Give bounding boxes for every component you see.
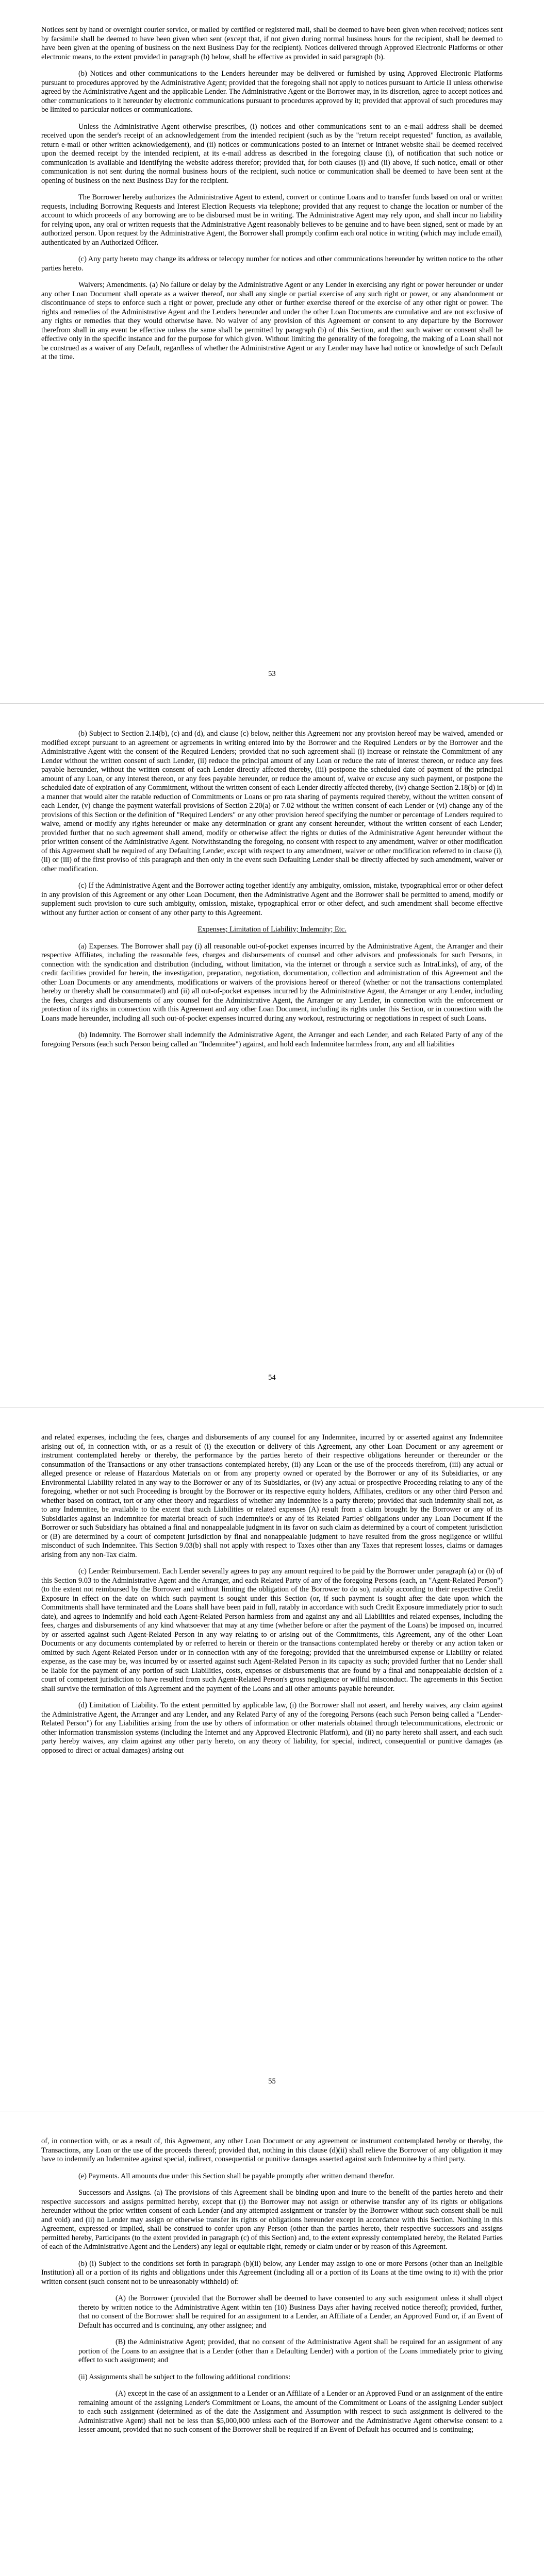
page-body [41, 2137, 503, 2576]
paragraph: (b) Indemnity. The Borrower shall indemnify the Administrative Agent, the Arranger and each Lender, and each Related Party of any of the foregoing Persons (each such Person being called an "Indemnitee") against, and hold each Indemnitee harmless from, any and all liabilities [41, 1031, 503, 1048]
paragraph: (a) Expenses. The Borrower shall pay (i) all reasonable out-of-pocket expenses incurred by the Administrative Agent, the Arranger and their respective Affiliates, including the reasonable fees, charges and disbursements of counsel and other advisors and professionals for such Persons, in connection with the syndication and distribution (including, without limitation, via the internet or through a service such as IntraLinks), of any, of the credit facilities provided for herein, the investigation, preparation, negotiation, documentation, collection and administration of this Agreement and the other Loan Documents or any amendments, modifications or waivers of the provisions hereof or thereof (whether or not the transactions contemplated hereby or thereby shall be consummated) and (ii) all out-of-pocket expenses incurred by the Administrative Agent, the Arranger or any Lender, including the fees, charges and disbursements of any counsel for the Administrative Agent, the Arranger or any Lender, in connection with the enforcement or protection of its rights in connection with this Agreement and any other Loan Document, including its rights under this Section, or in connection with the Loans made hereunder, including all such out-of-pocket expenses incurred during any workout, restructuring or negotiations in respect of such Loans. [41, 942, 503, 1023]
paragraph: Unless the Administrative Agent otherwise prescribes, (i) notices and other communications sent to an e-mail address shall be deemed received upon the sender's receipt of an acknowledgement from the intended recipient (such as by the "return receipt requested" function, as available, return e-mail or other written acknowledgement), and (ii) notices or communications posted to an Internet or intranet website shall be deemed received upon the deemed receipt by the intended recipient, at its e-mail address as described in the foregoing clause (i), of notification that such notice or communication is available and identifying the website address therefor; provided that, for both clauses (i) and (ii) above, if such notice, email or other communication is not sent during the normal business hours of the recipient, such notice or communication shall be deemed to have been sent at the opening of business on the next Business Day for the recipient. [41, 122, 503, 185]
paragraph: Notices sent by hand or overnight courier service, or mailed by certified or registered mail, shall be deemed to have been given when received; notices sent by facsimile shall be deemed to have been given when sent (except that, if not given during normal business hours for the recipient, shall be deemed to have been given at the opening of business on the next Business Day for the recipient). Notices delivered through Approved Electronic Platforms or other electronic means, to the extent provided in paragraph (b) below, shall be effective as provided in said paragraph (b). [41, 26, 503, 61]
paragraph: Successors and Assigns. (a) The provisions of this Agreement shall be binding upon and inure to the benefit of the parties hereto and their respective successors and assigns permitted hereby, except that (i) the Borrower may not assign or otherwise transfer any of its rights or obligations hereunder without the prior written consent of each Lender (and any attempted assignment or transfer by the Borrower without such consent shall be null and void) and (ii) no Lender may assign or otherwise transfer its rights or obligations hereunder except in accordance with this Section. Nothing in this Agreement, expressed or implied, shall be construed to confer upon any Person (other than the parties hereto, their respective successors and assigns permitted hereby, Participants (to the extent provided in paragraph (c) of this Section) and, to the extent expressly contemplated hereby, the Related Parties of each of the Administrative Agent and the Lenders) any legal or equitable right, remedy or claim under or by reason of this Agreement. [41, 2189, 503, 2251]
paragraph: (A) except in the case of an assignment to a Lender or an Affiliate of a Lender or an Approved Fund or an assignment of the entire remaining amount of the assigning Lender's Commitment or Loans, the amount of the Commitment or Loans of the assigning Lender subject to each such assignment (determined as of the date the Assignment and Assumption with respect to such assignment is delivered to the Administrative Agent) shall not be less than $5,000,000 unless each of the Borrower and the Administrative Agent otherwise consent to a lesser amount, provided that no such consent of the Borrower shall be required if an Event of Default has occurred and is continuing; [78, 2389, 503, 2434]
page-number: 53 [268, 670, 276, 678]
paragraph: (e) Payments. All amounts due under this Section shall be payable promptly after written demand therefor. [78, 2172, 394, 2180]
page-body [41, 26, 503, 659]
page [0, 0, 544, 703]
paragraph: Waivers; Amendments. (a) No failure or delay by the Administrative Agent or any Lender in exercising any right or power hereunder or under any other Loan Document shall operate as a waiver thereof, nor shall any single or partial exercise of any such right or power, or any abandonment or discontinuance of steps to enforce such a right or power, preclude any other or further exercise thereof or the exercise of any other right or power. The rights and remedies of the Administrative Agent and the Lenders hereunder and under the other Loan Documents are cumulative and are not exclusive of any rights or remedies that they would otherwise have. No waiver of any provision of this Agreement or consent to any departure by the Borrower therefrom shall in any event be effective unless the same shall be permitted by paragraph (b) of this Section, and then such waiver or consent shall be effective only in the specific instance and for the purpose for which given. Without limiting the generality of the foregoing, the making of a Loan shall not be construed as a waiver of any Default, regardless of whether the Administrative Agent or any Lender may have had notice or knowledge of such Default at the time. [41, 281, 503, 361]
paragraph: (c) Lender Reimbursement. Each Lender severally agrees to pay any amount required to be paid by the Borrower under paragraph (a) or (b) of this Section 9.03 to the Administrative Agent and the Arranger, and each Related Party of any of the foregoing Persons (each, an "Agent-Related Person") (to the extent not reimbursed by the Borrower and without limiting the obligation of the Borrower to do so), ratably according to their respective Credit Exposure in effect on the date on which such payment is sought under this Section (or, if such payment is sought after the date upon which the Commitments shall have terminated and the Loans shall have been paid in full, ratably in accordance with such Credit Exposure immediately prior to such date), and agrees to indemnify and hold each Agent-Related Person harmless from and against any and all Liabilities and related expenses, including the fees, charges and disbursements of any kind whatsoever that may at any time (whether before or after the payment of the Loans) be imposed on, incurred by or asserted against such Agent-Related Person in any way relating to or arising out of the Commitments, this Agreement, any of the other Loan Documents or any documents contemplated by or referred to herein or therein or the transactions contemplated hereby or thereby or any action taken or omitted by such Agent-Related Person under or in connection with any of the foregoing; provided that the unreimbursed expense or Liability or related expense, as the case may be, was incurred by or asserted against such Agent-Related Person in its capacity as such; provided further that no Lender shall be liable for the payment of any portion of such Liabilities, costs, expenses or disbursements that are found by a final and nonappealable decision of a court of competent jurisdiction to have resulted from such Agent-Related Person's gross negligence or willful misconduct. The agreements in this Section shall survive the termination of this Agreement and the payment of the Loans and all other amounts payable hereunder. [41, 1567, 503, 1693]
paragraph: (b) Notices and other communications to the Lenders hereunder may be delivered or furnished by using Approved Electronic Platforms pursuant to procedures approved by the Administrative Agent; provided that the foregoing shall not apply to notices pursuant to Article II unless otherwise agreed by the Administrative Agent and the applicable Lender. The Administrative Agent or the Borrower may, in its discretion, agree to accept notices and other communications to it hereunder by electronic communications pursuant to procedures approved by it; provided that approval of such procedures may be limited to particular notices or communications. [41, 70, 503, 114]
paragraph: (c) If the Administrative Agent and the Borrower acting together identify any ambiguity, omission, mistake, typographical error or other defect in any provision of this Agreement or any other Loan Document, then the Administrative Agent and the Borrower shall be permitted to amend, modify or supplement such provision to cure such ambiguity, omission, mistake, typographical error or other defect, and such amendment shall become effective without any further action or consent of any other party to this Agreement. [41, 882, 503, 917]
page-number: 54 [268, 1374, 276, 1382]
paragraph: The Borrower hereby authorizes the Administrative Agent to extend, convert or continue Loans and to transfer funds based on oral or written requests, including Borrowing Requests and Interest Election Requests via telephone; provided that any request to change the location or number of the account to which proceeds of any borrowing are to be disbursed must be in writing. The Administrative Agent may rely upon, and shall incur no liability for relying upon, any oral or written requests that the Administrative Agent reasonably believes to be genuine and to have been signed, sent or made by an authorized person. Upon request by the Administrative Agent, the Borrower shall promptly confirm each oral notice in writing (which may include email), authenticated by an Authorized Officer. [41, 193, 503, 247]
paragraph: (b) Subject to Section 2.14(b), (c) and (d), and clause (c) below, neither this Agreement nor any provision hereof may be waived, amended or modified except pursuant to an agreement or agreements in writing entered into by the Borrower and the Required Lenders or by the Borrower and the Administrative Agent with the consent of the Required Lenders; provided that no such agreement shall (i) increase or reinstate the Commitment of any Lender without the written consent of such Lender, (ii) reduce the principal amount of any Loan or reduce the rate of interest thereon, or reduce any fees payable hereunder, without the written consent of each Lender directly affected thereby, (iii) postpone the scheduled date of payment of the principal amount of any Loan, or any interest thereon, or any fees payable hereunder, or reduce the amount of, waive or excuse any such payment, or postpone the scheduled date of expiration of any Commitment, without the written consent of each Lender directly affected thereby, (iv) change Section 2.18(b) or (d) in a manner that would alter the ratable reduction of Commitments or Loans or pro rata sharing of payments required thereby, without the written consent of each Lender, (v) change the payment waterfall provisions of Section 2.20(a) or 7.02 without the written consent of each Lender or (vi) change any of the provisions of this Section or the definition of "Required Lenders" or any other provision hereof specifying the number or percentage of Lenders required to waive, amend or modify any rights hereunder or make any determination or grant any consent hereunder, without the written consent of each Lender; provided further that no such agreement shall amend, modify or otherwise affect the rights or duties of the Administrative Agent hereunder without the prior written consent of the Administrative Agent. Notwithstanding the foregoing, no consent with respect to any amendment, waiver or other modification of this Agreement shall be required of any Defaulting Lender, except with respect to any amendment, waiver or other modification referred to in clause (i), (ii) or (iii) of the first proviso of this paragraph and then only in the event such Defaulting Lender shall be directly affected by such amendment, waiver or other modification. [41, 730, 503, 873]
page [0, 1408, 544, 2111]
paragraph: (ii) Assignments shall be subject to the following additional conditions: [78, 2372, 291, 2381]
page [0, 2111, 544, 2576]
paragraph: of, in connection with, or as a result of, this Agreement, any other Loan Document or any agreement or instrument contemplated hereby or thereby, the Transactions, any Loan or the use of the proceeds thereof; provided that, nothing in this clause (d)(ii) shall relieve the Borrower of any obligation it may have to indemnify an Indemnitee against special, indirect, consequential or punitive damages asserted against such Indemnitee by a third party. [41, 2137, 503, 2163]
paragraph: (B) the Administrative Agent; provided, that no consent of the Administrative Agent shall be required for an assignment of any portion of the Loans to an assignee that is a Lender (other than a Defaulting Lender) with a portion of the Loans immediately prior to giving effect to such assignment; and [78, 2338, 503, 2364]
paragraph: (A) the Borrower (provided that the Borrower shall be deemed to have consented to any such assignment unless it shall object thereto by written notice to the Administrative Agent within ten (10) Business Days after having received notice thereof); provided, further, that no consent of the Borrower shall be required for an assignment to a Lender, an Affiliate of a Lender, an Approved Fund or, if an Event of Default has occurred and is continuing, any other assignee; and [78, 2294, 503, 2330]
paragraph: (c) Any party hereto may change its address or telecopy number for notices and other communications hereunder by written notice to the other parties hereto. [41, 255, 503, 273]
page-number: 55 [268, 2077, 276, 2086]
paragraph: (d) Limitation of Liability. To the extent permitted by applicable law, (i) the Borrower shall not assert, and hereby waives, any claim against the Administrative Agent, the Arranger and any Lender, and any Related Party of any of the foregoing Persons (each such Person being called a "Lender-Related Person") for any Liabilities arising from the use by others of information or other materials obtained through telecommunications, electronic or other information transmission systems (including the Internet and any Approved Electronic Platform), and (ii) no party hereto shall assert, and each such party hereby waives, any claim against any other party hereto, on any theory of liability, for special, indirect, consequential or punitive damages (as opposed to direct or actual damages) arising out [41, 1701, 503, 1755]
paragraph: and related expenses, including the fees, charges and disbursements of any counsel for any Indemnitee, incurred by or asserted against any Indemnitee arising out of, in connection with, or as a result of (i) the execution or delivery of this Agreement, any other Loan Document or any agreement or instrument contemplated hereby or thereby, the performance by the parties hereto of their respective obligations hereunder or thereunder or the consummation of the Transactions or any other transactions contemplated hereby, (ii) any Loan or the use of the proceeds therefrom, (iii) any actual or alleged presence or release of Hazardous Materials on or from any property owned or operated by the Borrower or any of its Subsidiaries, or any Environmental Liability related in any way to the Borrower or any of its Subsidiaries, or (iv) any actual or prospective Proceeding relating to any of the foregoing, whether or not such Proceeding is brought by the Borrower or its respective equity holders, Affiliates, creditors or any other third Person and whether based on contract, tort or any other theory and regardless of whether any Indemnitee is a party thereto; provided that such indemnity shall not, as to any Indemnitee, be available to the extent that such Liabilities or related expenses (A) result from a claim brought by the Borrower or any of its Subsidiaries against an Indemnitee for material breach of such Indemnitee's or any of its Related Parties' obligations under any Loan Document if the Borrower or such Subsidiary has obtained a final and nonappealable judgment in its favor on such claim as determined by a court of competent jurisdiction or (B) are determined by a court of competent jurisdiction by final and nonappealable judgment to have resulted from the gross negligence or willful misconduct of such Indemnitee. This Section 9.03(b) shall not apply with respect to Taxes other than any Taxes that represent losses, claims or damages arising from any non-Tax claim. [41, 1433, 503, 1559]
paragraph: (b) (i) Subject to the conditions set forth in paragraph (b)(ii) below, any Lender may assign to one or more Persons (other than an Ineligible Institution) all or a portion of its rights and obligations under this Agreement (including all or a portion of its Loans at the time owing to it) with the prior written consent (such consent not to be unreasonably withheld) of: [41, 2259, 503, 2286]
page-body [41, 730, 503, 1363]
section-heading: Expenses; Limitation of Liability; Indemnity; Etc. [197, 925, 347, 934]
page-body [41, 1433, 503, 2067]
page [0, 704, 544, 1407]
